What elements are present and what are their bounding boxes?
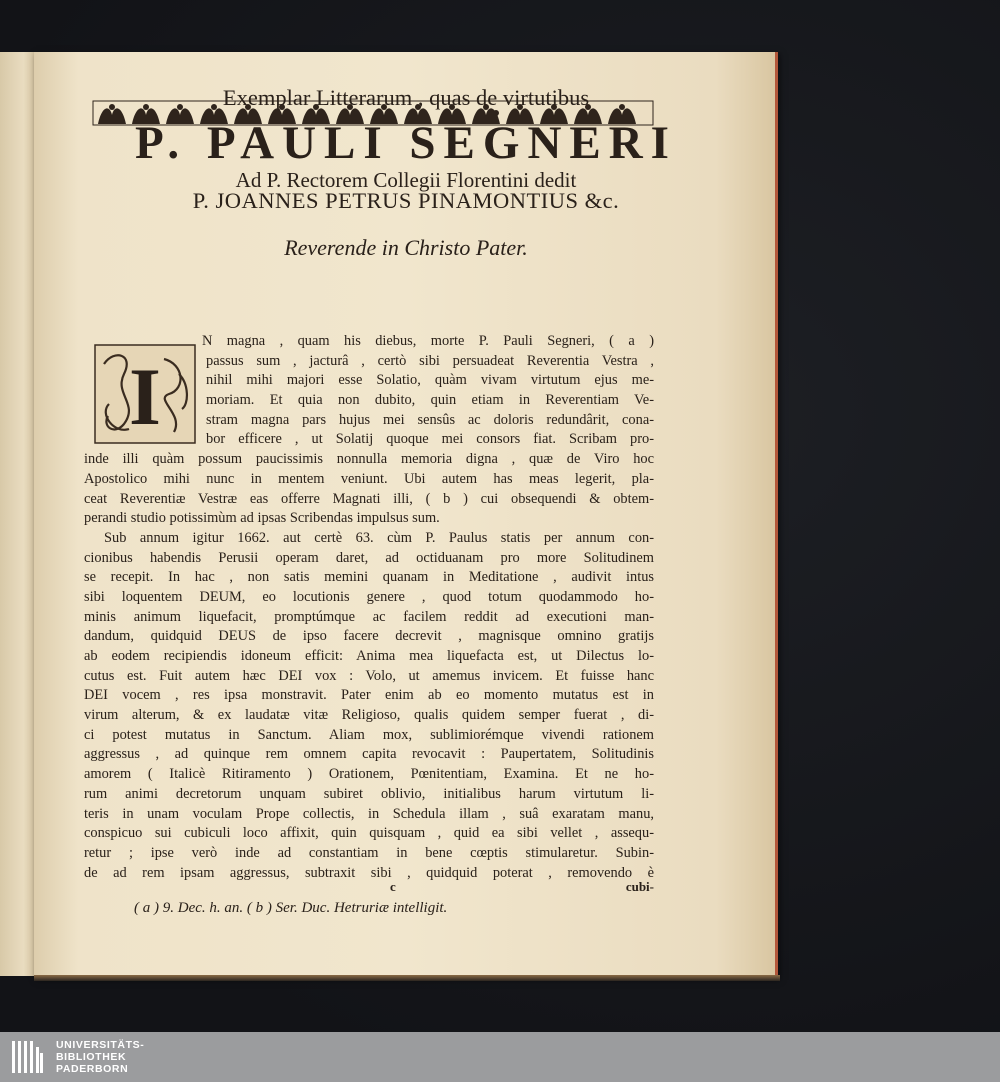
text-line: minis animum liquefacit, promptúmque ac facilem reddit ad executioni man- bbox=[84, 608, 654, 625]
heading-line-3: Ad P. Rectorem Collegii Florentini dedit bbox=[235, 168, 577, 192]
text-line: ab eodem recipiendis idoneum efficit: Anima mea liquefacta est, ut Dilectus lo- bbox=[84, 648, 654, 664]
text-line: de ad rem ipsam aggressus, subtraxit sibi , quidquid poterat , removendo è bbox=[84, 864, 654, 881]
text-line: perandi studio potissimùm ad ipsas Scribendas impulsus sum. bbox=[84, 510, 440, 527]
text-line: conspicuo sui cubiculi loco affixit, quin quisquam , quid ea sibi vellet , assequ- bbox=[84, 825, 654, 842]
library-name-line-3: PADERBORN bbox=[56, 1063, 129, 1075]
text-line: nihil mihi majori esse Solatio, quàm vivam virtutum ejus me- bbox=[206, 372, 654, 389]
text-line: cionibus habendis Perusii operam daret, ad octiduanam pro more Solitudinem bbox=[84, 549, 654, 566]
text-line: bor efficere , ut Solatij quoque mei consors fiat. Scribam pro- bbox=[206, 431, 654, 448]
text-line: ceat Reverentiæ Vestræ eas offerre Magnati illi, ( b ) cui obsequendi & obtem- bbox=[84, 490, 654, 507]
text-line: virum alterum, & ex laudatæ vitæ Religioso, qualis quidem semper fuerat , di- bbox=[84, 707, 654, 724]
text-line: passus sum , jacturâ , certò sibi persuadeat Reverentia Vestra , bbox=[206, 352, 654, 369]
library-footer bbox=[0, 1032, 1000, 1082]
text-line: ci potest mutatus in Sanctum. Aliam mox, sublimiorémque vivendi rationem bbox=[84, 726, 654, 743]
text-line: N magna , quam his diebus, morte P. Pauli Segneri, ( a ) bbox=[202, 333, 654, 349]
text-line: se recepit. In hac , non satis memini quanam in Meditatione , audivit intus bbox=[84, 569, 654, 586]
text-line: teris in unam voculam Prope collectis, in Schedula illam , suâ exaratam manu, bbox=[84, 805, 654, 822]
heading-line-4: P. JOANNES PETRUS PINAMONTIUS &c. bbox=[192, 188, 620, 213]
library-name-line-2: BIBLIOTHEK bbox=[56, 1051, 127, 1063]
text-line: inde illi quàm possum paucissimis nonnulla memoria digna , quæ de Viro hoc bbox=[84, 451, 654, 468]
body-text bbox=[84, 330, 654, 883]
page-edge-shadow bbox=[34, 975, 780, 981]
heading-line-1: Exemplar Litterarum , quas de virtutibus bbox=[222, 85, 590, 110]
footnotes: ( a ) 9. Dec. h. an. ( b ) Ser. Duc. Hetruriæ intelligit. bbox=[134, 900, 448, 916]
signature-mark: c bbox=[390, 879, 396, 894]
library-name-line-1: UNIVERSITÄTS- bbox=[56, 1039, 145, 1051]
text-line: rum animi decretorum unquam subiret oblivio, initialibus harum virtutum li- bbox=[84, 785, 654, 802]
catch-line bbox=[84, 879, 654, 897]
text-line: amorem ( Italicè Ritiramento ) Orationem, Pœnitentiam, Examina. Et ne ho- bbox=[84, 766, 654, 783]
text-line: dandum, quidquid DEUS de ipso facere decrevit , magnisque omnino gratijs bbox=[84, 628, 654, 645]
library-name bbox=[56, 1039, 144, 1075]
drop-cap-letter: I bbox=[129, 351, 161, 442]
text-line: Sub annum igitur 1662. aut certè 63. cùm P. Paulus statis per annum con- bbox=[104, 529, 654, 546]
text-line: Apostolico mihi nunc in mentem veniunt. Ubi autem has meas legerit, pla- bbox=[84, 470, 654, 487]
text-line: stram magna pars hujus mei sensûs ac doloris redundârit, cona- bbox=[206, 411, 654, 428]
catchword: cubi- bbox=[625, 879, 654, 894]
text-line: aggressus , ad quinque rem omnem capita revocavit : Paupertatem, Solitudinis bbox=[84, 746, 654, 763]
text-line: DEI vocem , res ipsa monstravit. Pater enim ab eo momento mutatus est in bbox=[84, 687, 654, 704]
salutation: Reverende in Christo Pater. bbox=[284, 235, 528, 260]
library-logo-icon bbox=[10, 1037, 46, 1077]
heading-author-name: P. PAULI SEGNERI bbox=[135, 117, 677, 169]
text-line: moriam. Et quia non dubito, quin etiam in Reverentiam Ve- bbox=[206, 392, 654, 409]
text-line: cutus est. Fuit autem hæc DEI vox : Volo, ut amemus invicem. Et fuisse hanc bbox=[84, 667, 654, 684]
text-line: sibi loquentem DEUM, eo locutionis genere , quod totum quodammodo ho- bbox=[84, 588, 654, 605]
text-line: retur ; ipse verò inde ad constantiam in bene cœptis stimularetur. Subin- bbox=[84, 844, 654, 861]
